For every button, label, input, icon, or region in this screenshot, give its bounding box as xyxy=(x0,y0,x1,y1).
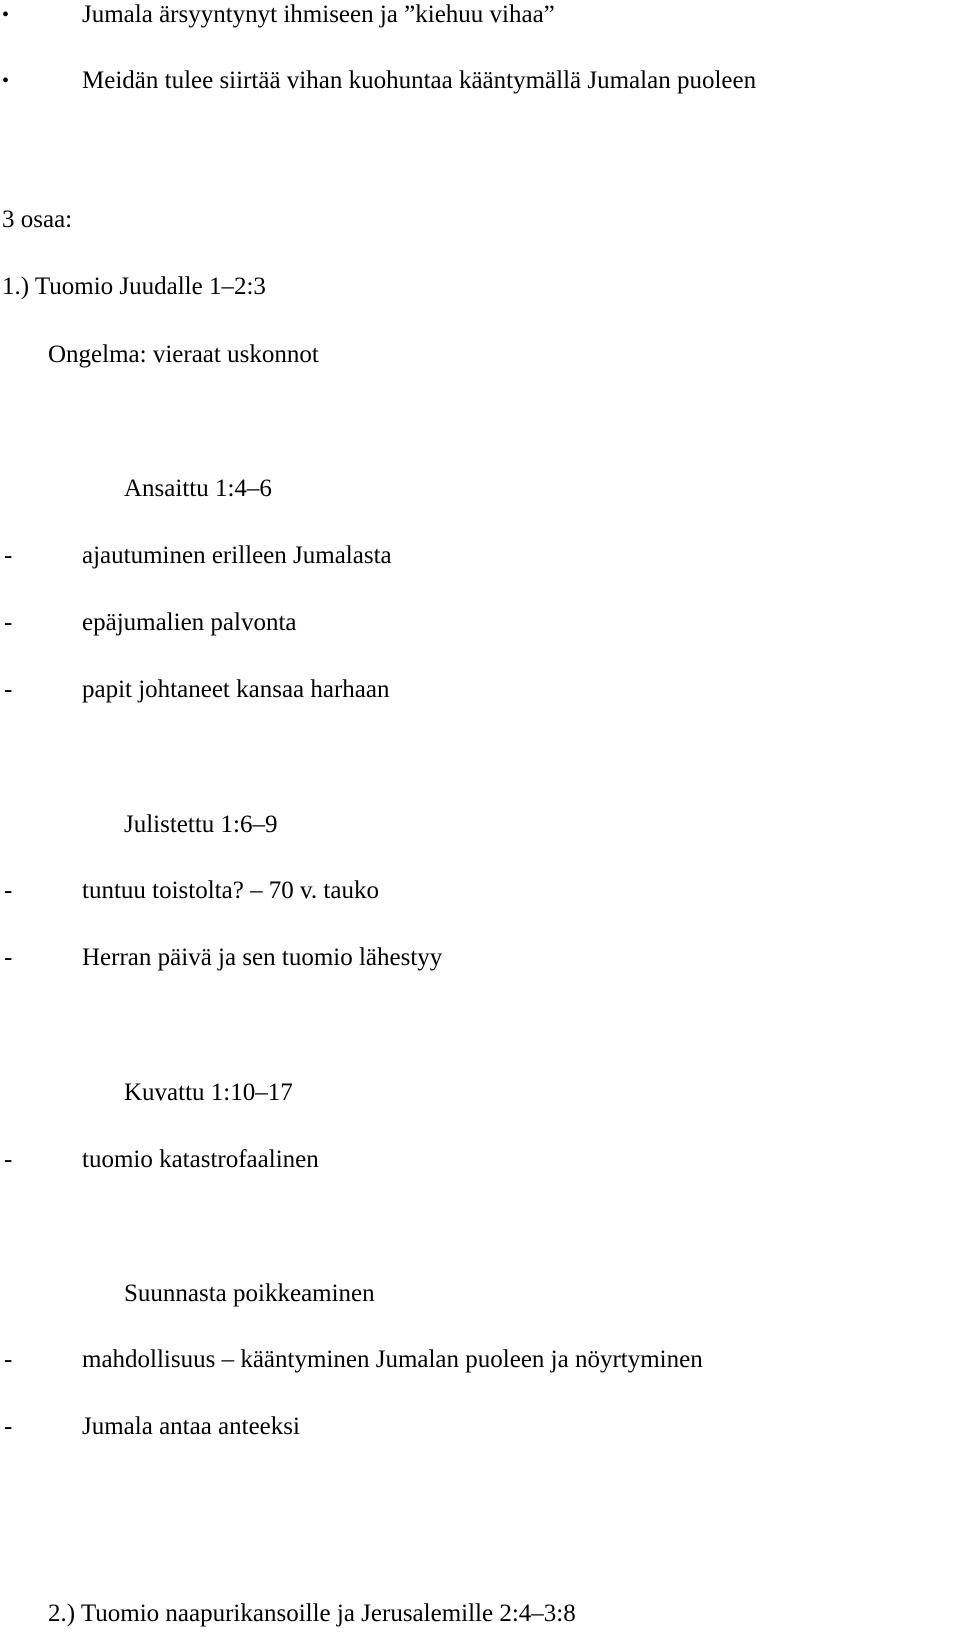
dash-marker: - xyxy=(4,1346,13,1373)
list-item-text: Herran päivä ja sen tuomio lähestyy xyxy=(82,944,443,971)
bullet-marker: • xyxy=(2,4,10,26)
list-item-text: epäjumalien palvonta xyxy=(82,609,297,636)
dash-marker: - xyxy=(4,1146,13,1173)
dash-marker: - xyxy=(4,1413,13,1440)
list-item-text: Jumala antaa anteeksi xyxy=(82,1413,300,1440)
dash-marker: - xyxy=(4,542,13,569)
dash-marker: - xyxy=(4,676,13,703)
bullet-text: Meidän tulee siirtää vihan kuohuntaa kääntymällä Jumalan puoleen xyxy=(82,67,757,94)
dash-marker: - xyxy=(4,944,13,971)
problem-line: Ongelma: vieraat uskonnot xyxy=(48,341,319,368)
dash-marker: - xyxy=(4,609,13,636)
bullet-marker: • xyxy=(2,70,10,92)
bullet-text: Jumala ärsyyntynyt ihmiseen ja ”kiehuu vihaa” xyxy=(82,1,555,28)
list-item-text: tuomio katastrofaalinen xyxy=(82,1146,319,1173)
section-heading-declared: Julistettu 1:6–9 xyxy=(124,811,278,838)
section-heading-described: Kuvattu 1:10–17 xyxy=(124,1079,293,1106)
list-item-text: tuntuu toistolta? – 70 v. tauko xyxy=(82,877,379,904)
part2-heading: 2.) Tuomio naapurikansoille ja Jerusalemille 2:4–3:8 xyxy=(48,1600,576,1627)
dash-marker: - xyxy=(4,877,13,904)
section-heading-turning: Suunnasta poikkeaminen xyxy=(124,1280,375,1307)
section-heading-deserved: Ansaittu 1:4–6 xyxy=(124,475,272,502)
list-item-text: ajautuminen erilleen Jumalasta xyxy=(82,542,392,569)
list-item-text: mahdollisuus – kääntyminen Jumalan puoleen ja nöyrtyminen xyxy=(82,1346,703,1373)
part1-heading: 1.) Tuomio Juudalle 1–2:3 xyxy=(2,273,266,300)
list-item-text: papit johtaneet kansaa harhaan xyxy=(82,676,390,703)
parts-label: 3 osaa: xyxy=(2,206,73,233)
